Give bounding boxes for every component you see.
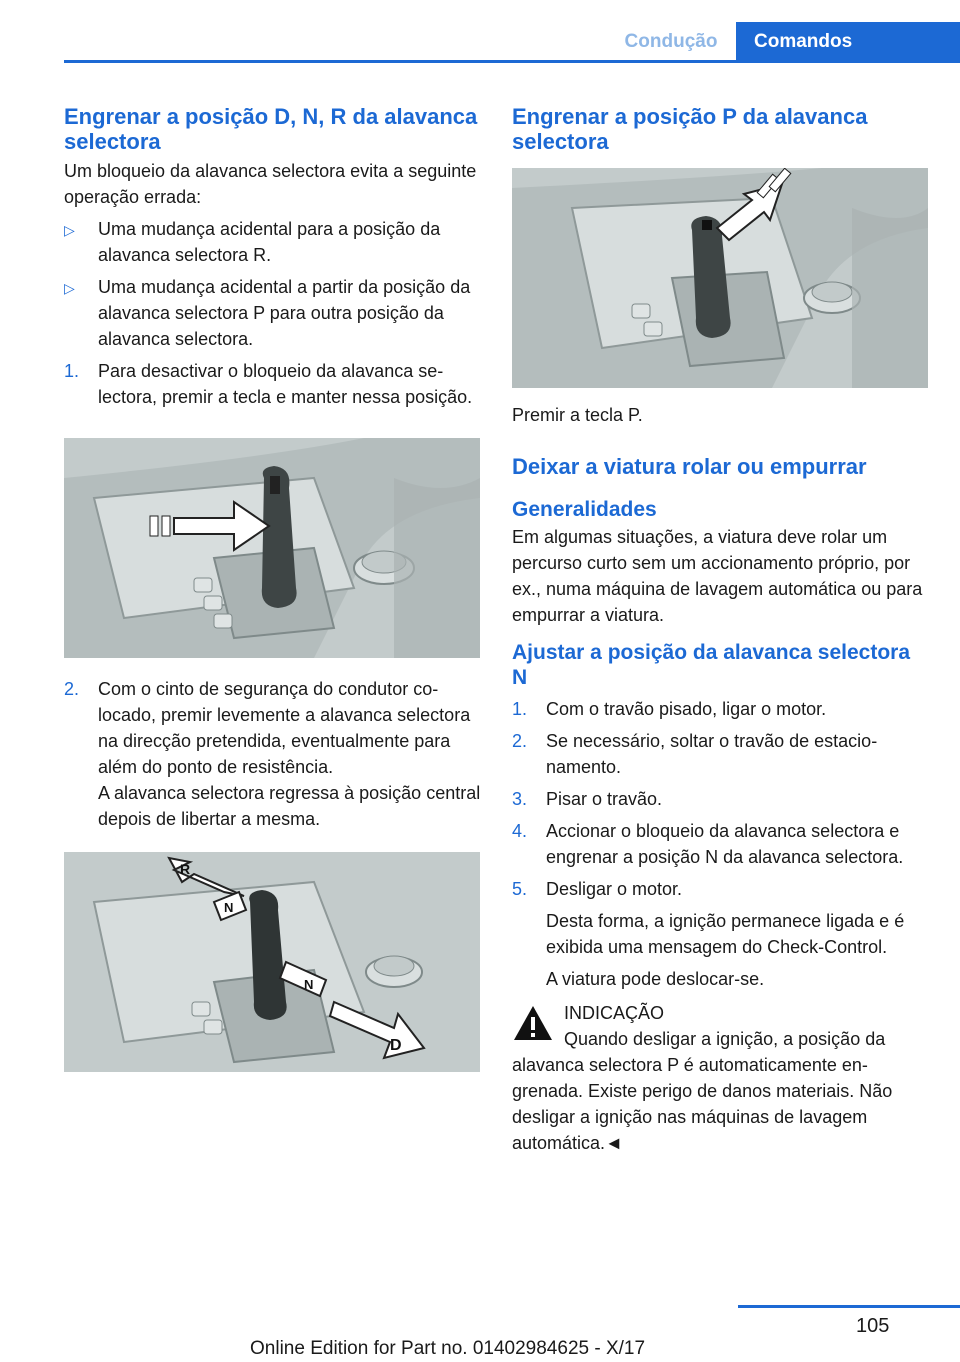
warning-title: INDICAÇÃO [564,1003,665,1023]
list-item: 1. Com o travão pisado, ligar o motor. [512,696,930,722]
left-column [64,104,482,1072]
list-item: A alavanca selectora regressa à posição central depois de libertar a mesma. [98,783,481,829]
step-number: 4. [512,821,528,841]
label-n-top: N [224,900,234,915]
lever-directions-illustration [64,852,480,1072]
section-tab-driving[interactable]: Condução [624,31,718,52]
heading-engage-dnr: Engrenar a posição D, N, R da alavanca selectora [64,104,478,154]
bullet-list [64,216,482,410]
right-column [512,104,930,1156]
heading-general: Generalidades [512,498,657,521]
step-number: 1. [64,361,80,381]
warning-note [512,1000,930,1156]
edition-footer: Online Edition for Part no. 01402984625 - X/17 [250,1338,646,1359]
step-number: 3. [512,789,528,809]
general-paragraph: Em algumas situações, a viatura deve rolar um percurso curto sem um accionamento próprio, por ex., numa máquina de lavagem automática ou para empurrar a viatura. [512,527,923,625]
section-tab-controls[interactable]: Comandos [736,22,960,62]
list-item: 4. Accionar o bloqueio da alavanca selectora e engrenar a posição N da alavanca selectora. [512,818,930,870]
gear-lever-illustration [64,438,480,658]
step-number: 2. [512,731,528,751]
label-r: R [180,861,191,877]
page-number: 105 [856,1315,890,1337]
step-list-2 [64,676,482,832]
heading-roll-push: Deixar a viatura rolar ou empurrar [512,454,867,479]
page-header [0,0,960,62]
triangle-bullet-icon: ▷ [64,280,75,296]
warning-text-rest: alavanca selectora P é automaticamente engrenada. Existe perigo de danos materiais. Não desligar a ignição nas máquinas de lavagem automática.◄ [512,1055,893,1153]
footer-rule [738,1305,960,1308]
list-item: A viatura pode deslocar-se. [546,969,765,989]
warning-text-first: Quando desligar a ignição, a posição da [564,1029,886,1049]
heading-set-n: Ajustar a posição da alavanca selectora N [512,641,911,689]
p-button-illustration [512,168,928,388]
step-number: 5. [512,879,528,899]
press-p-text: Premir a tecla P. [512,405,643,425]
intro-paragraph: Um bloqueio da alavanca selectora evita a seguinte operação errada: [64,161,477,207]
label-d: D [390,1037,402,1054]
figure-lever-directions [64,852,480,1072]
list-item: Desta forma, a ignição permanece ligada e é exibida uma mensagem do Check-Control. [546,911,905,957]
list-item: 5. Desligar o motor. [512,876,930,902]
figure-p-button [512,168,928,388]
step-number: 1. [512,699,528,719]
list-item: ▷ Uma mudança acidental para a posição da alavanca selectora R. [64,219,441,265]
warning-triangle-icon [512,1004,554,1042]
n-steps-list [512,696,930,992]
label-n-bottom: N [304,977,314,992]
list-item: 3. Pisar o travão. [512,786,930,812]
header-rule [64,60,960,63]
list-item: 1. Para desactivar o bloqueio da alavanca selectora, premir a tecla e manter nessa posição. [64,358,482,410]
list-item: ▷ Uma mudança acidental a partir da posição da alavanca selectora P para outra posição da alavanca selectora. [64,277,471,349]
list-item: 2. Com o cinto de segurança do condutor colocado, premir levemente a alavanca selectora na direcção pretendida, eventualmente para além do ponto de resistência. [64,676,482,780]
triangle-bullet-icon: ▷ [64,222,75,238]
figure-selector-lock-button [64,438,480,658]
list-item: 2. Se necessário, soltar o travão de estacionamento. [512,728,930,780]
step-number: 2. [64,679,80,699]
heading-engage-p: Engrenar a posição P da alavanca selectora [512,104,868,154]
